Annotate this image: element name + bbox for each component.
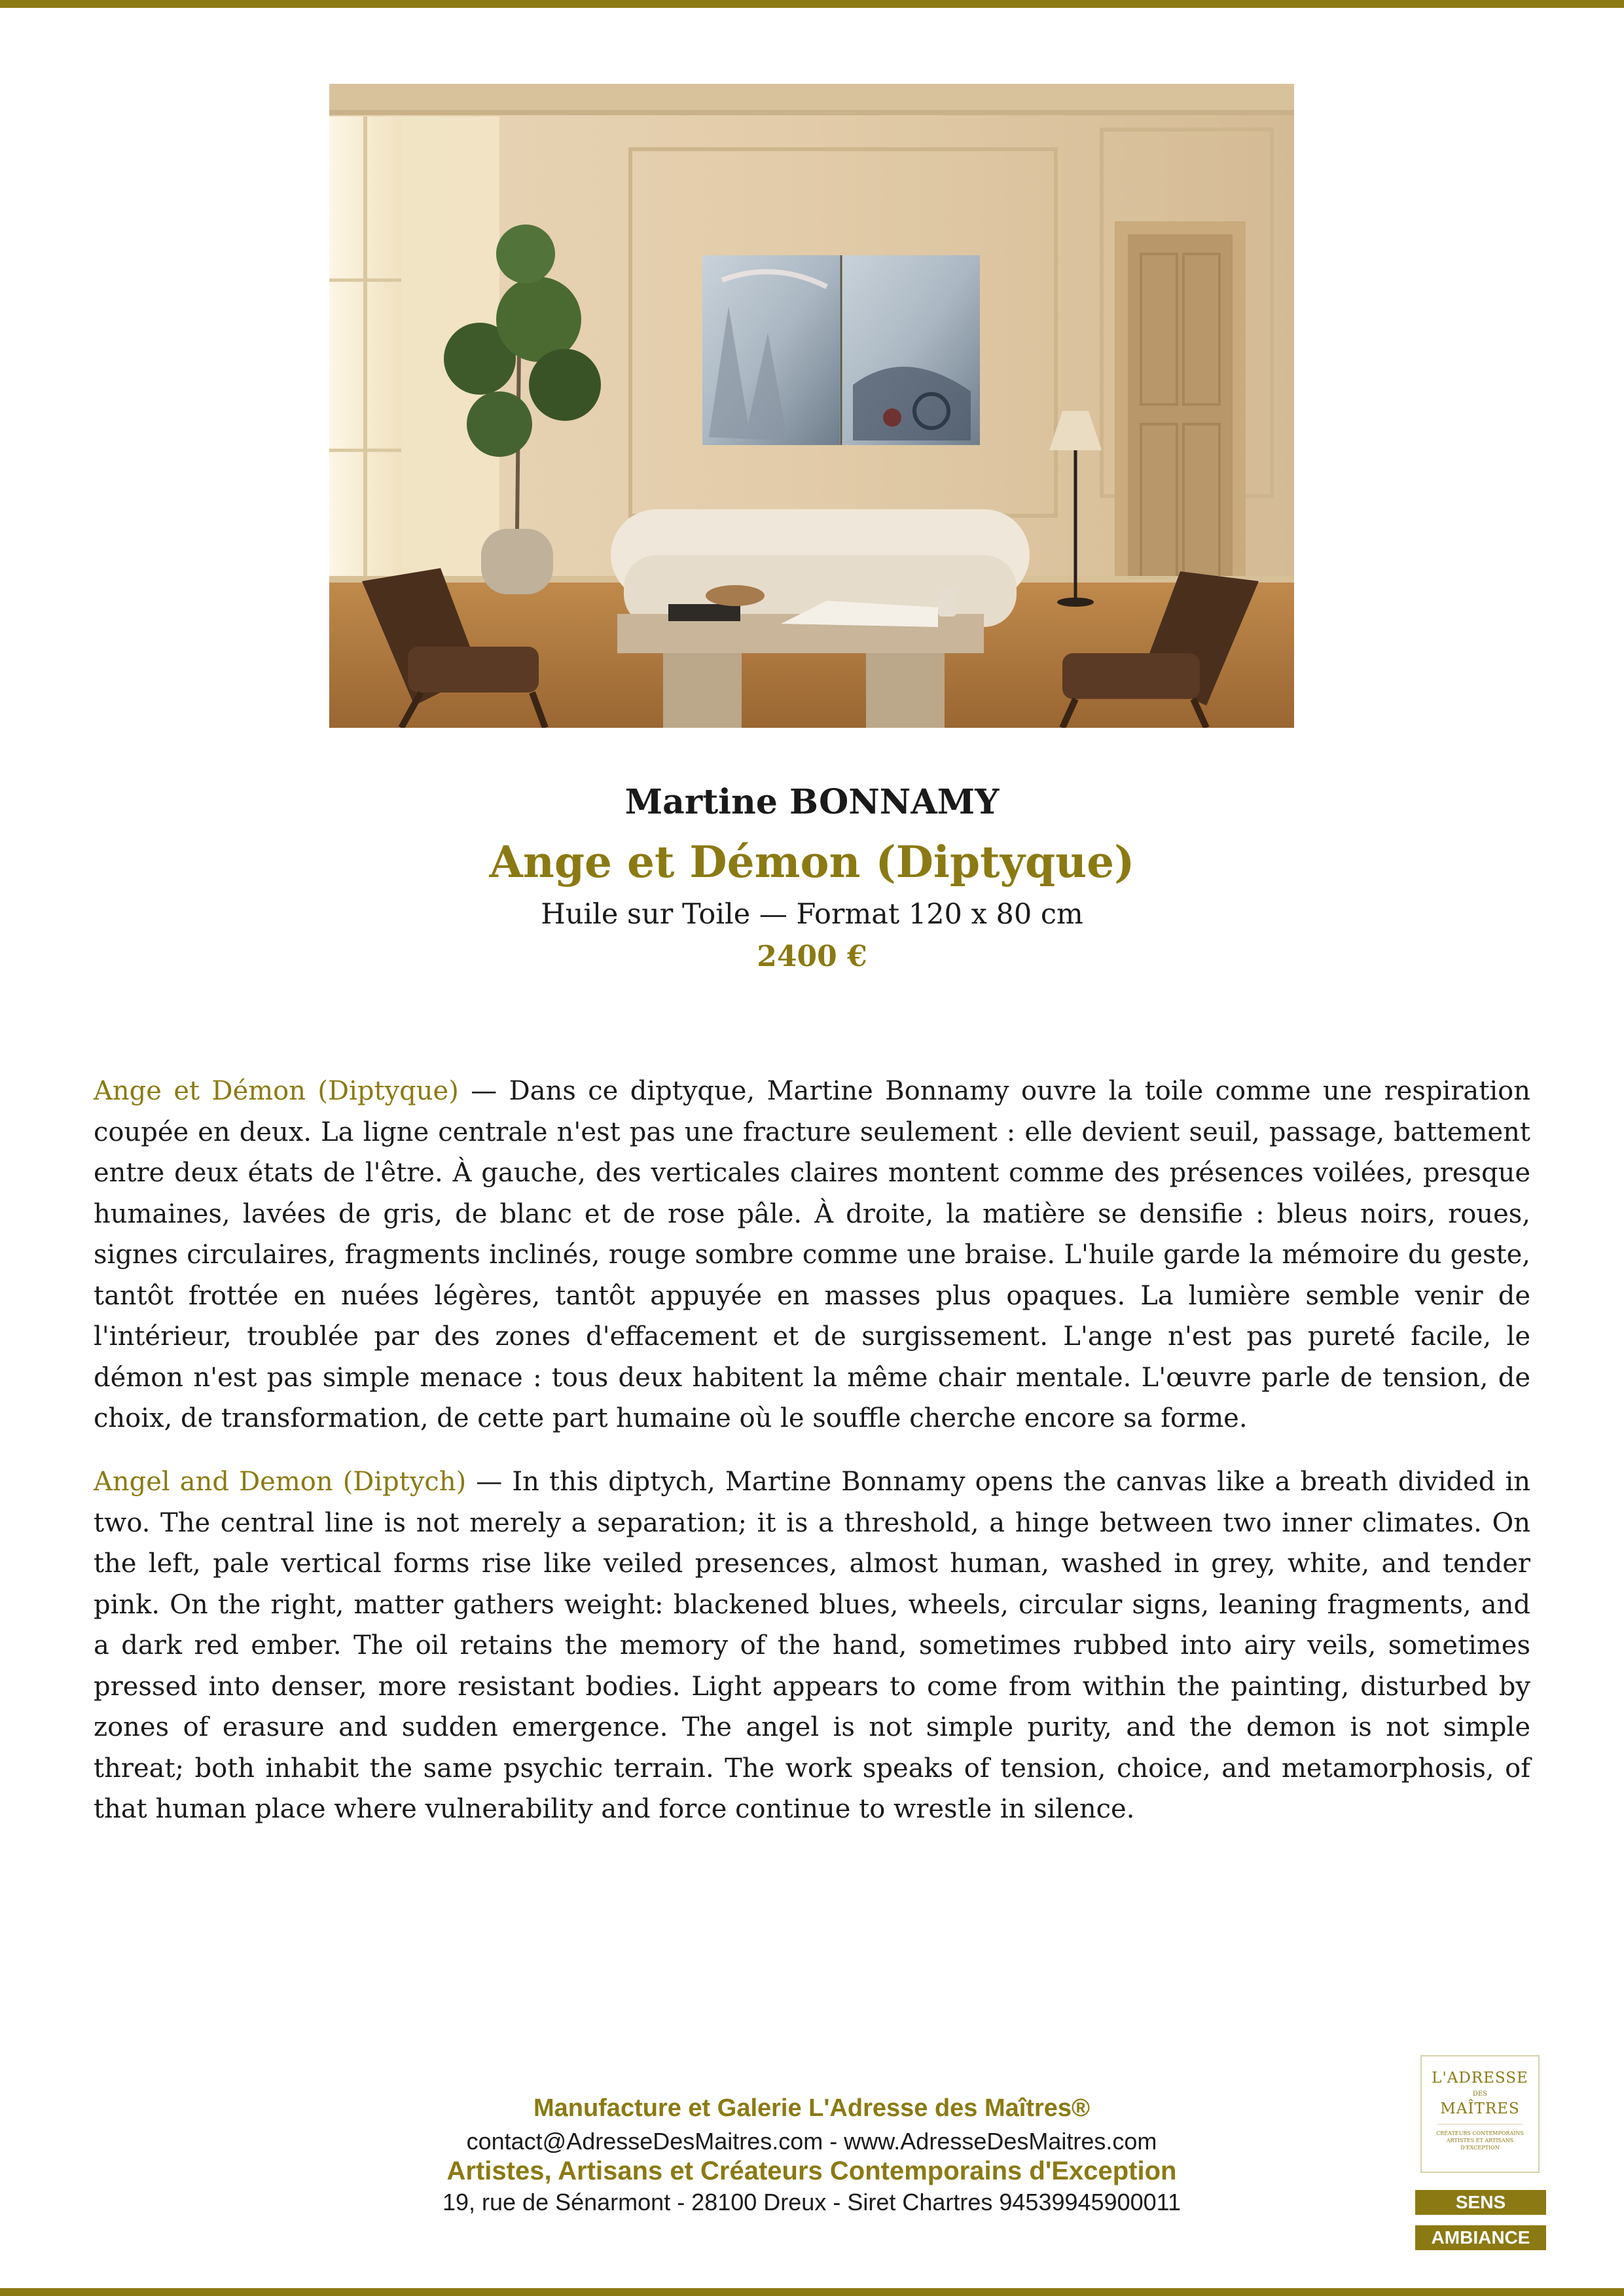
- description-english-text: — In this diptych, Martine Bonnamy opens the canvas like a breath divided in two. The central line is not merely a separation; it is a threshold, a hinge between two inner climates. On the left, pale vertical forms rise like veiled presences, almost human, washed in grey, white, and tender pink. On the right, matter gathers weight: blackened blues, wheels, circular signs, leaning fragments, and a dark red ember. The oil retains the memory of the hand, sometimes rubbed into airy veils, sometimes pressed into denser, more resistant bodies. Light appears to come from within the painting, disturbed by zones of erasure and sudden emergence. The angel is not simple purity, and the demon is not simple threat; both inhabit the same psychic terrain. The work speaks of tension, choice, and metamorphosis, of that human place where vulnerability and force continue to wrestle in silence.: [94, 1467, 1531, 1824]
- logo-line-5: ARTISTES ET ARTISANS: [1446, 2138, 1514, 2144]
- artist-name: Martine BONNAMY: [624, 782, 1000, 822]
- artwork-room-photo: [329, 84, 1294, 728]
- artwork-title: Ange et Démon (Diptyque): [489, 836, 1135, 888]
- gallery-logo: [1420, 2055, 1540, 2173]
- artwork-medium: Huile sur Toile — Format 120 x 80 cm: [541, 898, 1083, 931]
- logo-line-1: L'ADRESSE: [1432, 2070, 1528, 2087]
- artwork-price: 2400 €: [757, 940, 867, 973]
- bottom-accent-bar: [0, 2288, 1624, 2296]
- logo-divider: [1437, 2124, 1523, 2125]
- logo-line-2: DES: [1472, 2090, 1488, 2098]
- description-english: [94, 1462, 1530, 1830]
- description-english-lead: Angel and Demon (Diptych): [94, 1467, 467, 1497]
- logo-line-4: CRÉATEURS CONTEMPORAINS: [1436, 2130, 1524, 2136]
- ambiance-badge: AMBIANCE: [1415, 2225, 1546, 2250]
- footer-tagline: Artistes, Artisans et Créateurs Contemporains d'Exception: [446, 2157, 1177, 2185]
- footer-contact: contact@AdresseDesMaitres.com - www.AdresseDesMaitres.com: [466, 2128, 1157, 2155]
- description-french-lead: Ange et Démon (Diptyque): [94, 1076, 459, 1106]
- description-french: [94, 1071, 1530, 1439]
- footer-gallery-name: Manufacture et Galerie L'Adresse des Maîtres®: [533, 2094, 1091, 2122]
- logo-line-3: MAÎTRES: [1440, 2100, 1520, 2117]
- top-accent-bar: [0, 0, 1624, 8]
- logo-line-6: D'EXCEPTION: [1460, 2145, 1500, 2151]
- footer-address: 19, rue de Sénarmont - 28100 Dreux - Siret Chartres 94539945900011: [442, 2189, 1182, 2215]
- description-french-text: — Dans ce diptyque, Martine Bonnamy ouvre la toile comme une respiration coupée en deux. La ligne centrale n'est pas une fracture seulement : elle devient seuil, passage, battement entre deux états de l'être. À gauche, des verticales claires montent comme des présences voilées, presque humaines, lavées de gris, de blanc et de rose pâle. À droite, la matière se densifie : bleus noirs, roues, signes circulaires, fragments inclinés, rouge sombre comme une braise. L'huile garde la mémoire du geste, tantôt frottée en nuées légères, tantôt appuyée en masses plus opaques. La lumière semble venir de l'intérieur, troublée par des zones d'effacement et de surgissement. L'ange n'est pas pureté facile, le démon n'est pas simple menace : tous deux habitent la même chair mentale. L'œuvre parle de tension, de choix, de transformation, de cette part humaine où le souffle cherche encore sa forme.: [94, 1076, 1530, 1433]
- sens-badge: SENS: [1415, 2190, 1546, 2215]
